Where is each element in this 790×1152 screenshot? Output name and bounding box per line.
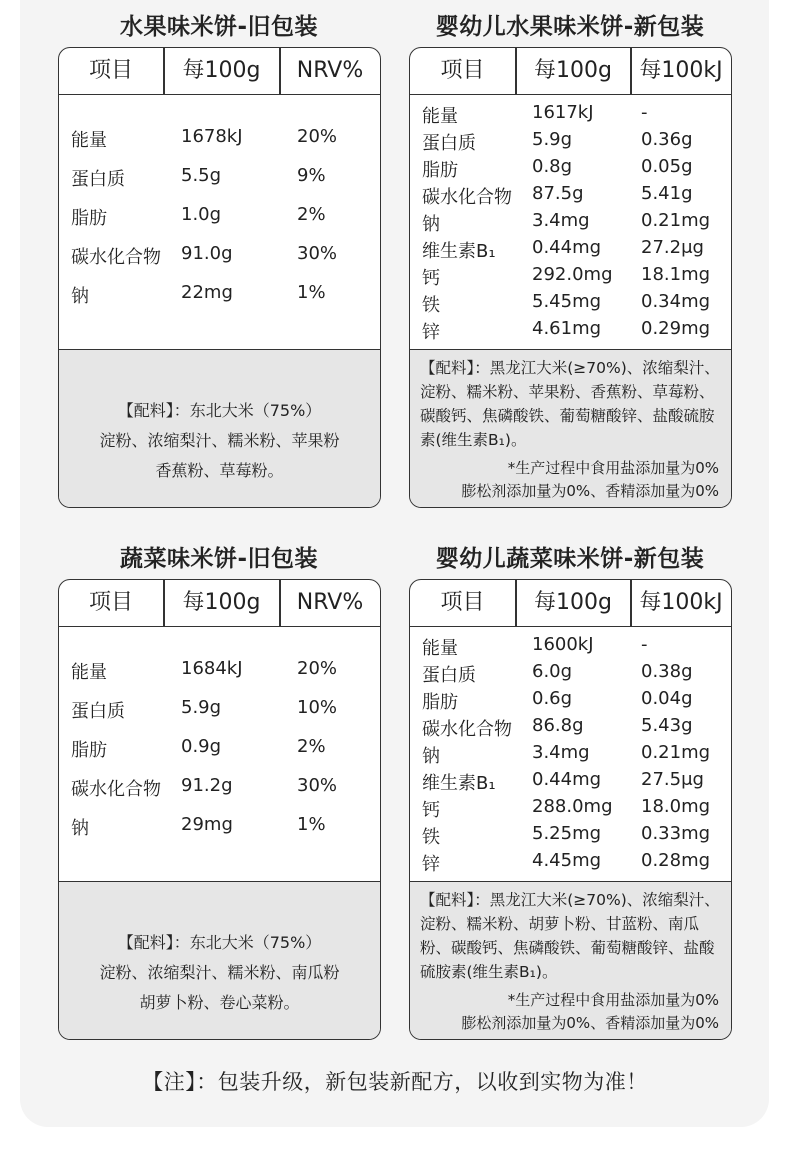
- ingredients-section: [410, 349, 731, 507]
- table-row: [410, 291, 731, 317]
- row-per100kj: -: [641, 102, 648, 123]
- row-per100g: 22mg: [181, 282, 233, 303]
- table-row: [410, 769, 731, 795]
- table-row: [59, 775, 380, 805]
- row-item: 脂肪: [71, 208, 107, 229]
- row-item: 蛋白质: [71, 701, 125, 722]
- table-header: [410, 48, 731, 95]
- table-row: [410, 796, 731, 822]
- table-row: [410, 102, 731, 128]
- ingredients-line: 淀粉、浓缩梨汁、糯米粉、南瓜粉: [99, 963, 340, 982]
- table-row: [59, 126, 380, 156]
- table-header: [410, 580, 731, 627]
- row-per100g: 91.0g: [181, 243, 233, 264]
- veg-new-table: [409, 579, 732, 1040]
- row-item: 钙: [422, 800, 440, 821]
- row-nrv: 1%: [297, 282, 326, 303]
- row-per100kj: 0.21mg: [641, 742, 711, 763]
- ingredients-text: [59, 928, 380, 1018]
- row-per100g: 6.0g: [532, 661, 573, 682]
- row-per100kj: 0.21mg: [641, 210, 711, 231]
- row-per100kj: 0.05g: [641, 156, 693, 177]
- table-row: [410, 210, 731, 236]
- row-per100g: 1.0g: [181, 204, 222, 225]
- row-per100g: 3.4mg: [532, 210, 590, 231]
- row-item: 能量: [71, 662, 107, 683]
- table-row: [410, 156, 731, 182]
- table-row: [410, 688, 731, 714]
- fruit-old-table: [58, 47, 381, 508]
- row-per100g: 1617kJ: [532, 102, 594, 123]
- row-per100g: 4.45mg: [532, 850, 602, 871]
- table-row: [410, 715, 731, 741]
- row-per100kj: 0.29mg: [641, 318, 711, 339]
- row-per100kj: 27.2μg: [641, 237, 704, 258]
- row-item: 钠: [422, 746, 440, 767]
- ingredients-text: 【配料】：黑龙江大米(≥70%)、浓缩梨汁、淀粉、糯米粉、胡萝卜粉、甘蓝粉、南瓜粉、碳酸钙、焦磷酸铁、葡萄糖酸锌、盐酸硫胺素(维生素B₁)。: [420, 891, 720, 981]
- table-row: [410, 183, 731, 209]
- row-item: 能量: [71, 130, 107, 151]
- table-row: [410, 823, 731, 849]
- row-per100kj: 27.5μg: [641, 769, 704, 790]
- row-nrv: 30%: [297, 775, 338, 796]
- row-item: 锌: [422, 322, 440, 343]
- additive-note: 膨松剂添加量为0%、香精添加量为0%: [461, 482, 719, 500]
- table-row: [410, 742, 731, 768]
- ingredients-line: 【配料】：东北大米（75%）: [117, 401, 322, 420]
- additive-note: 膨松剂添加量为0%、香精添加量为0%: [461, 1014, 719, 1032]
- ingredients-line: 【配料】：东北大米（75%）: [117, 933, 322, 952]
- row-per100kj: 0.28mg: [641, 850, 711, 871]
- table-row: [410, 661, 731, 687]
- row-per100g: 29mg: [181, 814, 233, 835]
- row-per100kj: 0.34mg: [641, 291, 711, 312]
- row-nrv: 2%: [297, 204, 326, 225]
- header-per100g: 每100g: [182, 590, 261, 615]
- row-nrv: 20%: [297, 658, 338, 679]
- row-item: 脂肪: [71, 740, 107, 761]
- row-per100kj: 18.0mg: [641, 796, 711, 817]
- row-per100g: 1678kJ: [181, 126, 243, 147]
- ingredients-text: 【配料】：黑龙江大米(≥70%)、浓缩梨汁、淀粉、糯米粉、苹果粉、香蕉粉、草莓粉、碳酸钙、焦磷酸铁、葡萄糖酸锌、盐酸硫胺素(维生素B₁)。: [420, 359, 720, 449]
- ingredients-line: 香蕉粉、草莓粉。: [155, 461, 284, 480]
- row-per100g: 0.44mg: [532, 237, 602, 258]
- row-per100g: 4.61mg: [532, 318, 602, 339]
- row-per100kj: 0.36g: [641, 129, 693, 150]
- header-per100kj: 每100kJ: [639, 590, 723, 615]
- row-item: 脂肪: [422, 160, 458, 181]
- row-item: 碳水化合物: [422, 719, 512, 740]
- row-item: 碳水化合物: [71, 247, 161, 268]
- table-row: [59, 282, 380, 312]
- table-header: [59, 580, 380, 627]
- veg-old-title: 蔬菜味米饼-旧包装: [119, 546, 319, 572]
- row-item: 钠: [422, 214, 440, 235]
- row-per100g: 1600kJ: [532, 634, 594, 655]
- row-item: 锌: [422, 854, 440, 875]
- table-row: [59, 204, 380, 234]
- veg-old-table: [58, 579, 381, 1040]
- row-per100g: 5.45mg: [532, 291, 602, 312]
- header-item: 项目: [440, 590, 485, 615]
- row-per100kj: 5.41g: [641, 183, 693, 204]
- table-row: [410, 264, 731, 290]
- row-per100g: 5.9g: [181, 697, 222, 718]
- row-item: 铁: [422, 295, 440, 316]
- row-per100g: 292.0mg: [532, 264, 613, 285]
- row-per100g: 5.5g: [181, 165, 222, 186]
- table-row: [410, 318, 731, 344]
- row-nrv: 9%: [297, 165, 326, 186]
- header-item: 项目: [88, 58, 133, 83]
- table-row: [59, 165, 380, 195]
- fruit-new-title: 婴幼儿水果味米饼-新包装: [435, 14, 705, 40]
- row-per100kj: 0.04g: [641, 688, 693, 709]
- row-per100g: 288.0mg: [532, 796, 613, 817]
- ingredients-section: [410, 881, 731, 1039]
- header-item: 项目: [440, 58, 485, 83]
- header-item: 项目: [88, 590, 133, 615]
- row-item: 钙: [422, 268, 440, 289]
- row-per100kj: 0.33mg: [641, 823, 711, 844]
- table-row: [59, 814, 380, 844]
- salt-note: *生产过程中食用盐添加量为0%: [507, 991, 719, 1009]
- fruit-new-table: [409, 47, 732, 508]
- row-per100kj: 18.1mg: [641, 264, 711, 285]
- row-nrv: 1%: [297, 814, 326, 835]
- row-nrv: 10%: [297, 697, 338, 718]
- header-nrv: NRV%: [296, 58, 364, 83]
- row-item: 脂肪: [422, 692, 458, 713]
- table-header: [59, 48, 380, 95]
- row-per100g: 0.44mg: [532, 769, 602, 790]
- row-item: 蛋白质: [422, 665, 476, 686]
- fruit-old-title: 水果味米饼-旧包装: [119, 14, 319, 40]
- row-nrv: 20%: [297, 126, 338, 147]
- header-per100g: 每100g: [534, 590, 612, 615]
- row-nrv: 30%: [297, 243, 338, 264]
- ingredients-line: 淀粉、浓缩梨汁、糯米粉、苹果粉: [99, 431, 340, 450]
- row-per100kj: 0.38g: [641, 661, 693, 682]
- row-item: 蛋白质: [422, 133, 476, 154]
- table-row: [59, 658, 380, 688]
- row-per100g: 87.5g: [532, 183, 584, 204]
- table-row: [410, 129, 731, 155]
- veg-new-title: 婴幼儿蔬菜味米饼-新包装: [435, 546, 705, 572]
- row-item: 碳水化合物: [422, 187, 512, 208]
- packaging-note: 【注】：包装升级，新包装新配方，以收到实物为准！: [142, 1070, 648, 1094]
- row-per100g: 86.8g: [532, 715, 584, 736]
- row-per100g: 5.25mg: [532, 823, 602, 844]
- header-per100kj: 每100kJ: [639, 58, 723, 83]
- ingredients-section: [59, 881, 380, 1039]
- header-nrv: NRV%: [296, 590, 364, 615]
- table-row: [410, 237, 731, 263]
- row-per100g: 3.4mg: [532, 742, 590, 763]
- row-item: 钠: [71, 818, 89, 839]
- row-per100g: 0.6g: [532, 688, 573, 709]
- header-per100g: 每100g: [534, 58, 612, 83]
- row-item: 维生素B₁: [422, 241, 496, 262]
- row-per100g: 0.9g: [181, 736, 222, 757]
- ingredients-section: [59, 349, 380, 507]
- table-row: [59, 736, 380, 766]
- row-item: 铁: [422, 827, 440, 848]
- row-per100g: 0.8g: [532, 156, 573, 177]
- row-item: 维生素B₁: [422, 773, 496, 794]
- table-row: [59, 697, 380, 727]
- row-per100g: 5.9g: [532, 129, 573, 150]
- table-row: [410, 850, 731, 876]
- row-item: 能量: [422, 106, 458, 127]
- row-nrv: 2%: [297, 736, 326, 757]
- table-row: [59, 243, 380, 273]
- ingredients-line: 胡萝卜粉、卷心菜粉。: [139, 993, 300, 1012]
- header-per100g: 每100g: [182, 58, 261, 83]
- row-item: 能量: [422, 638, 458, 659]
- row-per100kj: -: [641, 634, 648, 655]
- row-item: 碳水化合物: [71, 779, 161, 800]
- row-item: 蛋白质: [71, 169, 125, 190]
- salt-note: *生产过程中食用盐添加量为0%: [507, 459, 719, 477]
- ingredients-text: [59, 396, 380, 486]
- row-per100g: 1684kJ: [181, 658, 243, 679]
- row-per100kj: 5.43g: [641, 715, 693, 736]
- row-per100g: 91.2g: [181, 775, 233, 796]
- row-item: 钠: [71, 286, 89, 307]
- table-row: [410, 634, 731, 660]
